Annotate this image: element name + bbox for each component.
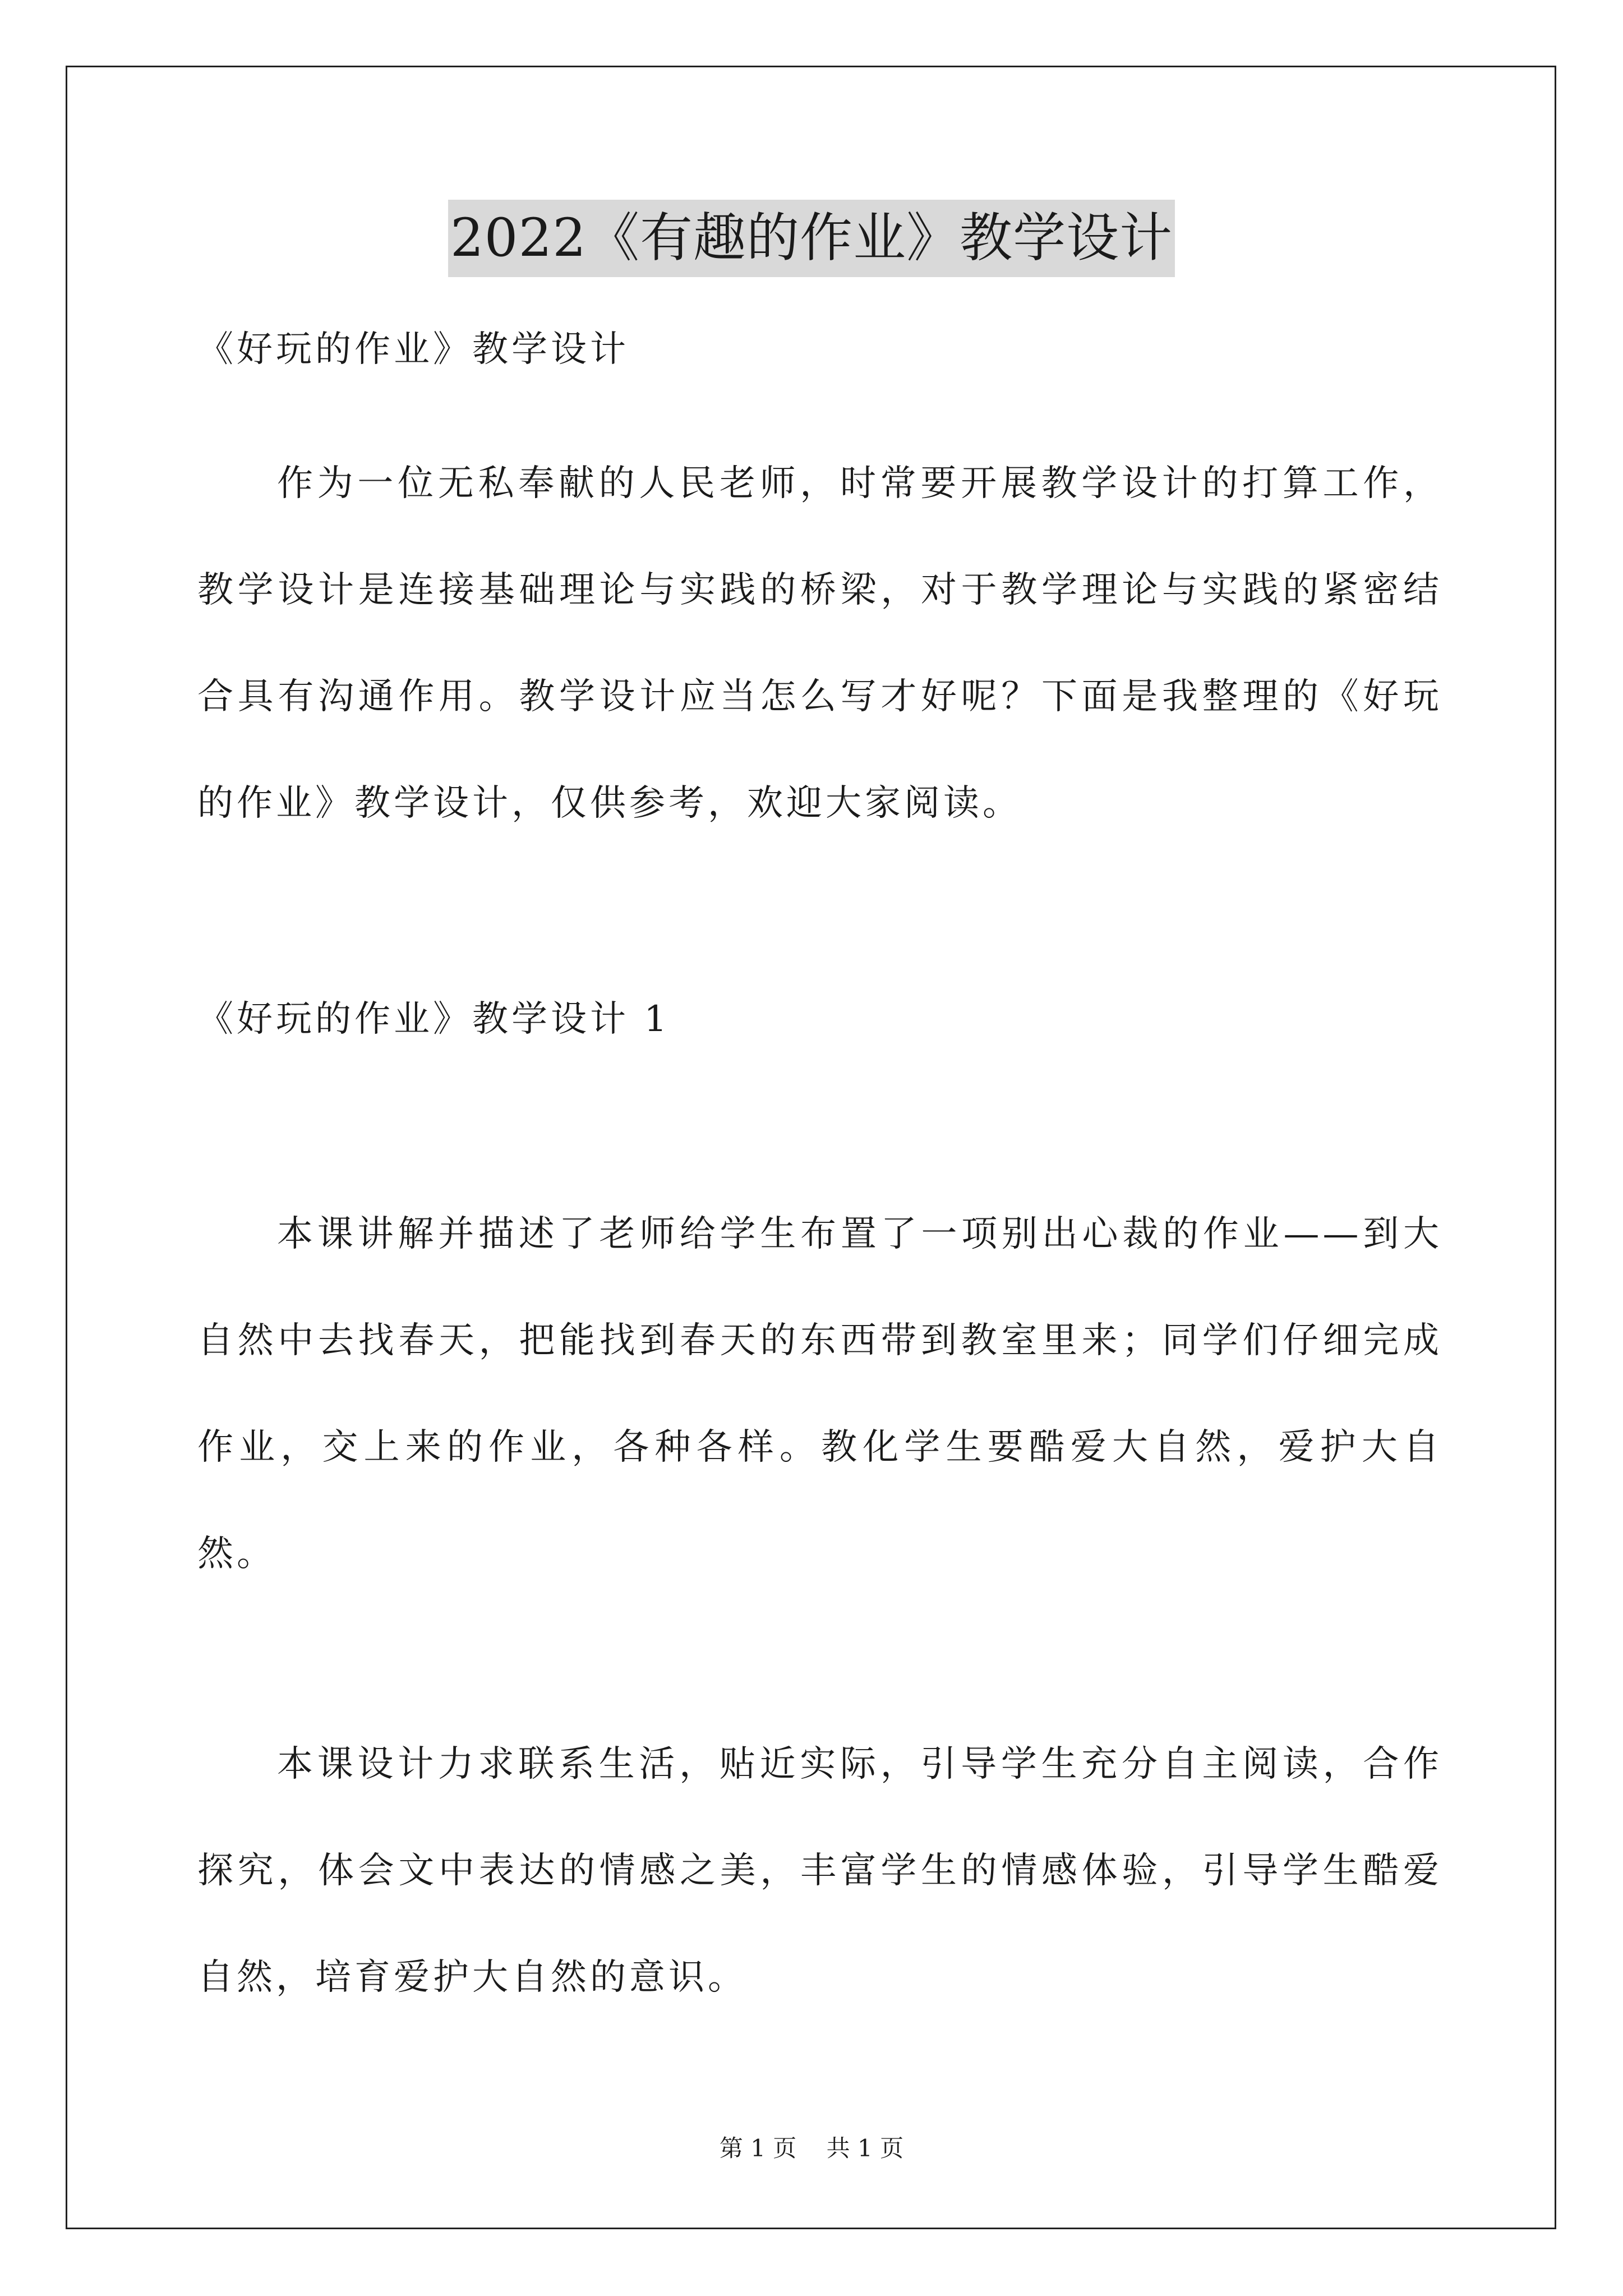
page-footer [0, 2132, 1623, 2165]
page-number: 第 1 页 [719, 2134, 797, 2162]
intro-paragraph: 作为一位无私奉献的人民老师，时常要开展教学设计的打算工作，教学设计是连接基础理论与实践的桥梁，对于教学理论与实践的紧密结合具有沟通作用。教学设计应当怎么写才好呢？下面是我整理的《好玩的作业》教学设计，仅供参考，欢迎大家阅读。 [197, 463, 1442, 824]
body-paragraph-2: 本课设计力求联系生活，贴近实际，引导学生充分自主阅读，合作探究，体会文中表达的情感之美，丰富学生的情感体验，引导学生酷爱自然，培育爱护大自然的意识。 [197, 1743, 1442, 1998]
document-title: 2022《有趣的作业》教学设计 [448, 200, 1175, 277]
title-container [0, 200, 1623, 277]
page-total: 共 1 页 [826, 2134, 904, 2162]
document-subtitle: 《好玩的作业》教学设计 [197, 329, 629, 370]
body-paragraph-1: 本课讲解并描述了老师给学生布置了一项别出心裁的作业——到大自然中去找春天，把能找到春天的东西带到教室里来；同学们仔细完成作业，交上来的作业，各种各样。教化学生要酷爱大自然，爱护大自然。 [197, 1213, 1442, 1575]
section-heading: 《好玩的作业》教学设计 1 [197, 999, 671, 1040]
